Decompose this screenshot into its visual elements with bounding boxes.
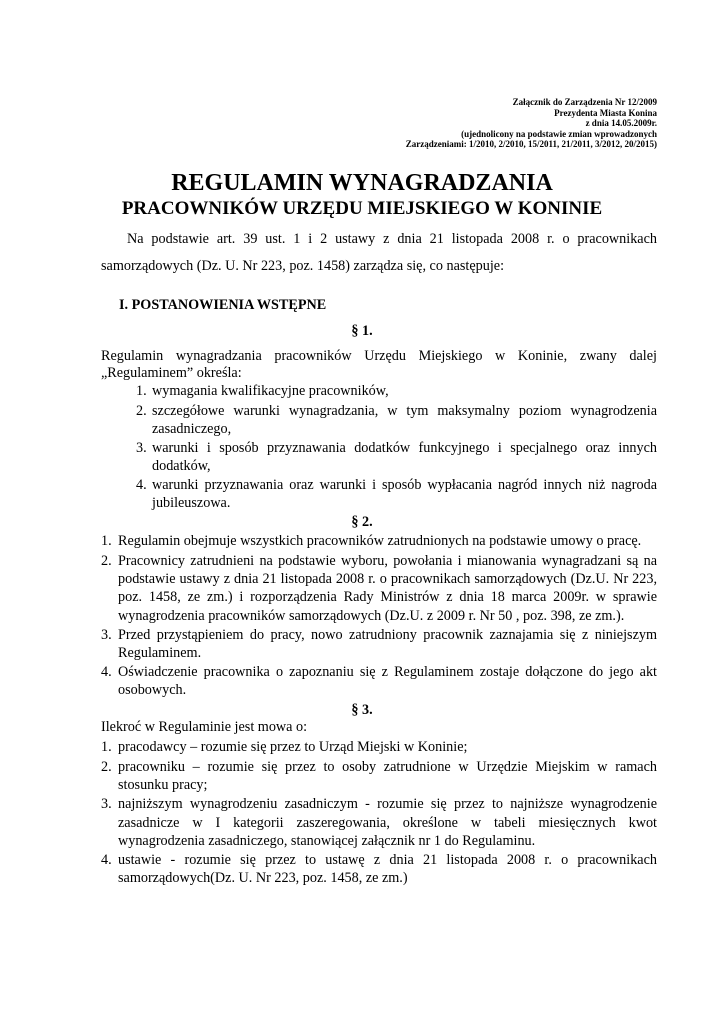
list-item: Regulamin obejmuje wszystkich pracowników zatrudnionych na podstawie umowy o pracę.	[118, 533, 642, 549]
paragraph-sign: § 1.	[351, 323, 373, 339]
list-number: 4.	[101, 664, 112, 680]
list-item: warunki przyznawania oraz warunki i sposób wypłacania nagród innych niż nagroda	[152, 477, 657, 493]
list-number: 3.	[101, 796, 112, 812]
list-number: 1.	[101, 533, 112, 549]
list-item: najniższym wynagrodzeniu zasadniczym - rozumie się przez to najniższe wynagrodzenie	[118, 796, 657, 812]
list-item: wymagania kwalifikacyjne pracowników,	[152, 383, 389, 399]
list-item: pracowniku – rozumie się przez to osoby zatrudnione w Urzędzie Miejskim w ramach	[118, 759, 657, 775]
list-item: wynagrodzenia zasadniczego, stanowiącej załącznik nr 1 do Regulaminu.	[118, 833, 536, 849]
list-item: ustawie - rozumie się przez to ustawę z dnia 21 listopada 2008 r. o pracownikach	[118, 852, 657, 868]
paragraph-sign: § 2.	[351, 514, 373, 530]
list-number: 3.	[136, 440, 147, 456]
list-item: pracodawcy – rozumie się przez to Urząd Miejski w Koninie;	[118, 739, 468, 755]
list-item: zasadnicze w I kategorii zaszeregowania, określone w tabeli miesięcznych kwot	[118, 815, 657, 831]
list-item: zasadniczego,	[152, 421, 232, 437]
list-item: podstawie ustawy z dnia 21 listopada 2008 r. o pracownikach samorządowych (Dz.U. Nr 223,	[118, 571, 657, 587]
paragraph-text: Regulamin wynagradzania pracowników Urzędu Miejskiego w Koninie, zwany dalej	[101, 348, 657, 364]
intro-line: samorządowych (Dz. U. Nr 223, poz. 1458) zarządza się, co następuje:	[101, 258, 505, 274]
list-number: 2.	[101, 759, 112, 775]
list-number: 4.	[101, 852, 112, 868]
intro-line: Na podstawie art. 39 ust. 1 i 2 ustawy z dnia 21 listopada 2008 r. o pracownikach	[127, 231, 657, 247]
paragraph-text: Ilekroć w Regulaminie jest mowa o:	[101, 719, 308, 735]
list-item: stosunku pracy;	[118, 777, 208, 793]
list-item: Oświadczenie pracownika o zapoznaniu się z Regulaminem zostaje dołączone do jego akt	[118, 664, 657, 680]
document-subtitle: PRACOWNIKÓW URZĘDU MIEJSKIEGO W KONINIE	[121, 198, 603, 219]
list-number: 3.	[101, 627, 112, 643]
list-item: samorządowych(Dz. U. Nr 223, poz. 1458, ze zm.)	[118, 870, 408, 886]
section-heading: I. POSTANOWIENIA WSTĘPNE	[119, 297, 327, 313]
attachment-note-line: Załącznik do Zarządzenia Nr 12/2009	[512, 97, 657, 107]
attachment-note-line: (ujednolicony na podstawie zmian wprowadzonych	[461, 128, 657, 139]
list-number: 2.	[101, 553, 112, 569]
paragraph-text: „Regulaminem” określa:	[101, 365, 242, 381]
list-number: 1.	[136, 383, 147, 399]
attachment-note	[297, 97, 657, 150]
list-item: wynagrodzenia pracowników samorządowych (Dz.U. z 2009 r. Nr 50 , poz. 398, ze zm.).	[118, 608, 625, 624]
list-number: 1.	[101, 739, 112, 755]
list-item: Regulaminem.	[118, 645, 202, 661]
list-item: osobowych.	[118, 682, 187, 698]
list-item: szczegółowe warunki wynagradzania, w tym maksymalny poziom wynagrodzenia	[152, 403, 657, 419]
attachment-note-line: Prezydenta Miasta Konina	[554, 107, 657, 118]
list-number: 2.	[136, 403, 147, 419]
list-item: Przed przystąpieniem do pracy, nowo zatrudniony pracownik zaznajamia się z niniejszym	[118, 627, 657, 643]
document-title: REGULAMIN WYNAGRADZANIA	[171, 170, 553, 196]
list-item: warunki i sposób przyznawania dodatków funkcyjnego i specjalnego oraz innych	[152, 440, 657, 456]
list-item: Pracownicy zatrudnieni na podstawie wyboru, powołania i mianowania wynagradzani są na	[118, 553, 657, 569]
paragraph-sign: § 3.	[351, 702, 373, 718]
list-item: jubileuszowa.	[152, 495, 231, 511]
attachment-note-line: Zarządzeniami: 1/2010, 2/2010, 15/2011, 21/2011, 3/2012, 20/2015)	[405, 139, 657, 149]
list-number: 4.	[136, 477, 147, 493]
list-item: poz. 1458, ze zm.) i rozporządzenia Rady Ministrów z dnia 18 marca 2009r. w sprawie	[118, 589, 657, 605]
attachment-note-line: z dnia 14.05.2009r.	[585, 118, 657, 128]
list-item: dodatków,	[152, 458, 211, 474]
